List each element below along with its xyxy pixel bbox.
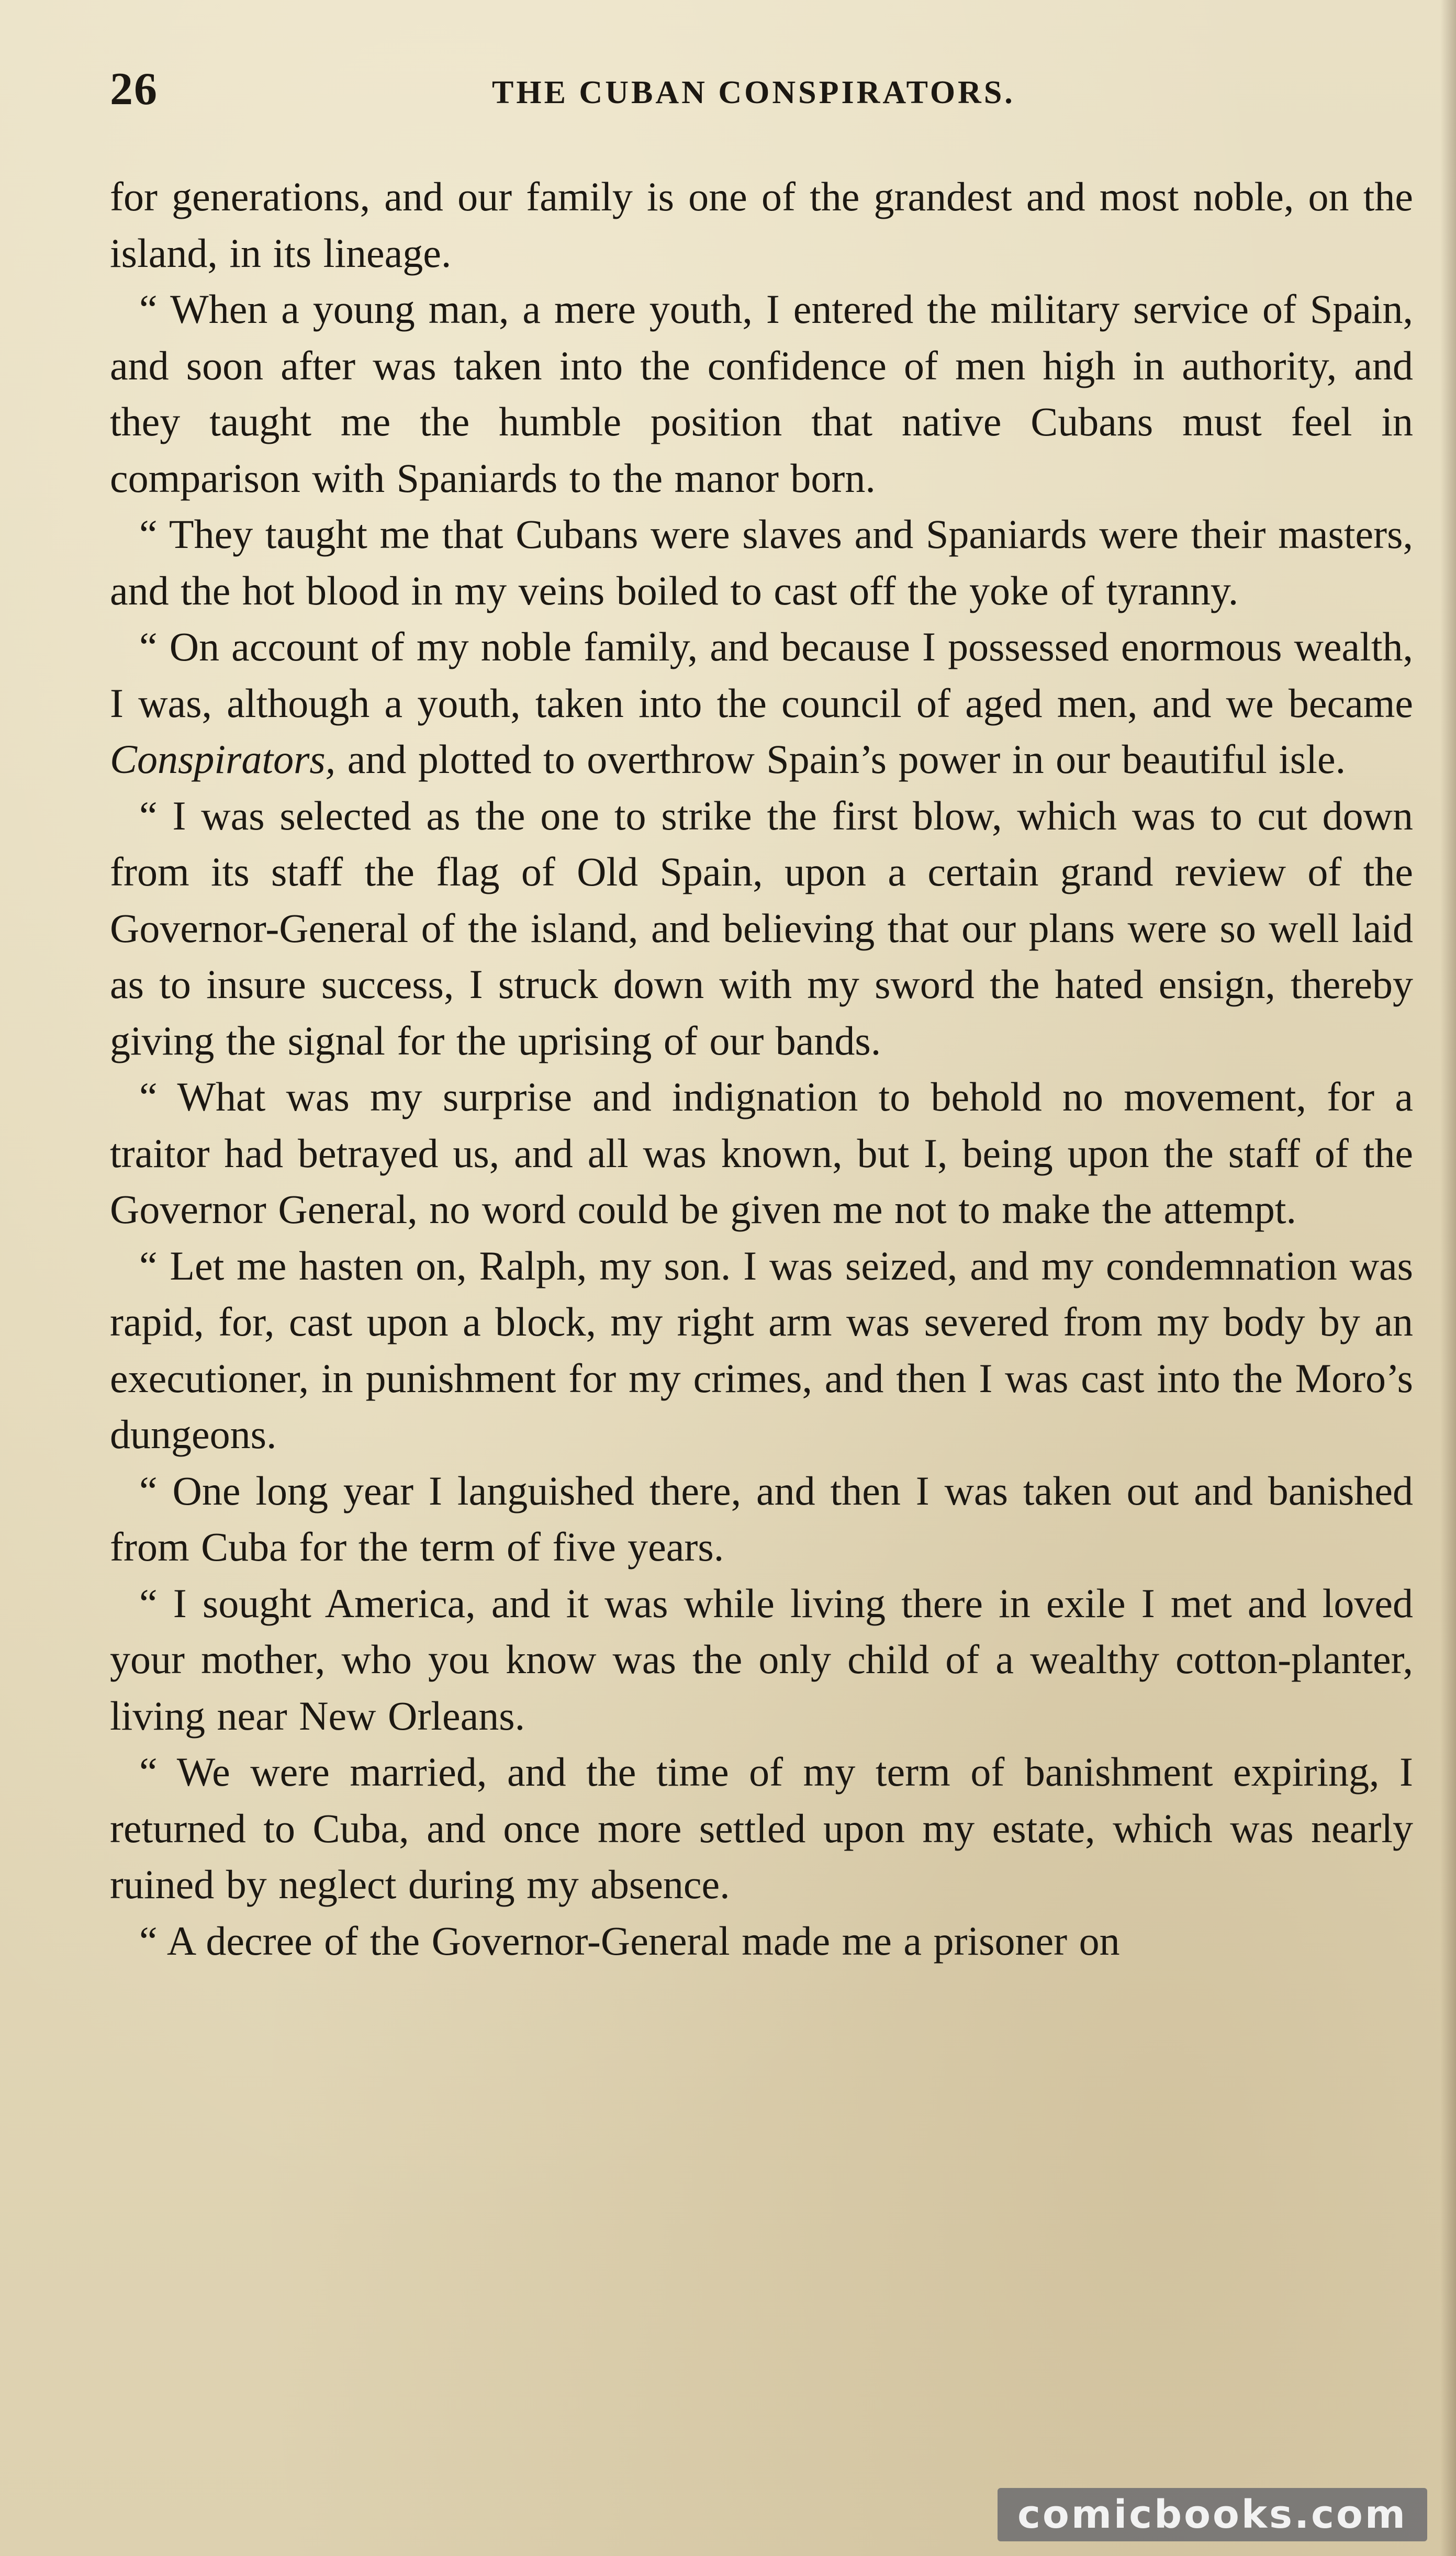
paragraph-2: “ When a young man, a mere youth, I entered the military service of Spain, and soon after was taken into the confidence of men high in authority, and they taught me the humble position that native Cubans must feel in comparison with Spaniards to the manor born. [110,286,1413,501]
paragraph-7: “ Let me hasten on, Ralph, my son. I was seized, and my condemnation was rapid, for, cast upon a block, my right arm was severed from my body by an executioner, in punishment for my crimes, and then I was cast into the Moro’s dungeons. [110,1242,1413,1457]
paragraph-5: “ I was selected as the one to strike the first blow, which was to cut down from its staff the flag of Old Spain, upon a certain grand review of the Governor-General of the island, and believing that our plans were so well laid as to insure success, I struck down with my sword the hated ensign, thereby giving the signal for the uprising of our bands. [110,792,1413,1063]
page-number: 26 [110,64,158,115]
watermark: comicbooks.com [998,2488,1427,2541]
page-edge-shadow [1440,0,1456,2556]
paragraph-10: “ We were married, and the time of my term of banishment expiring, I returned to Cuba, and once more settled upon my estate, which was nearly ruined by neglect during my absence. [110,1749,1413,1907]
paragraph-4-end: and plotted to overthrow Spain’s power in our beautiful isle. [335,736,1346,782]
paragraph-4-italic: Conspirators, [110,736,336,782]
running-title: THE CUBAN CONSPIRATORS. [492,75,1015,110]
paragraph-11: “ A decree of the Governor-General made me a prisoner on [139,1918,1120,1964]
paragraph-9: “ I sought America, and it was while living there in exile I met and loved your mother, who you know was the only child of a wealthy cotton-planter, living near New Orleans. [110,1580,1413,1739]
paragraph-8: “ One long year I languished there, and then I was taken out and banished from Cuba for the term of five years. [110,1467,1413,1570]
paragraph-4-start: “ On account of my noble family, and because I possessed enormous wealth, I was, although a youth, taken into the council of aged men, and we became [110,624,1413,726]
paragraph-6: “ What was my surprise and indignation to behold no movement, for a traitor had betrayed us, and all was known, but I, being upon the staff of the Governor General, no word could be given me not to make the attempt. [110,1074,1413,1232]
paragraph-4 [110,619,1413,788]
running-head [110,63,1413,120]
paragraph-3: “ They taught me that Cubans were slaves and Spaniards were their masters, and the hot blood in my veins boiled to cast off the yoke of tyranny. [110,511,1413,613]
body-text [110,169,1413,1969]
paragraph-1: for generations, and our family is one of the grandest and most noble, on the island, in its lineage. [110,174,1413,276]
